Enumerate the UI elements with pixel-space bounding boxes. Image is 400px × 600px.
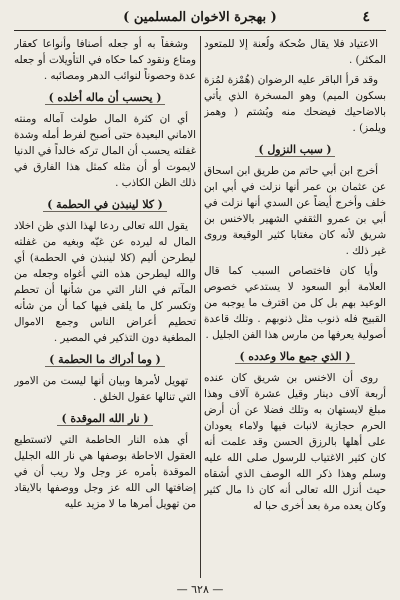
header-title: ( بهجرة الاخوان المسلمين ) (123, 10, 277, 25)
section-heading-text: ( سبب النزول ) (255, 143, 336, 157)
footer-page-number: — ٦٢٨ — (176, 583, 224, 596)
section-heading (14, 411, 196, 427)
section-heading (14, 197, 196, 213)
running-header (14, 6, 386, 31)
paragraph: الاعتياد فلا يقال ضُحكة ولُعنة إلا للمتعود المكثر) . (204, 38, 386, 66)
section-heading-text: ( الذي جمع مالا وعدده ) (235, 350, 354, 364)
paragraph: وأيا كان فاختصاص السبب كما قال العلامة أبو السعود لا يستدعي خصوص الوعيد بهم بل كل من اقترف ما يوجبه من القبيح فله ذنوب مثل ذنوبهم . وتلك قاعدة أصولية يعرفها من مارس هذا الفن الجليل . (204, 265, 386, 341)
section-heading (14, 90, 196, 106)
right-column (204, 36, 386, 578)
paragraph: وقد قرأ الباقر عليه الرضوان (هُمْزة لمُزة بسكون الميم) وهو المسخرة الذي يأتي بالاضاحيك فيضحك منه ويُشتم ( وهمز ويلمز) . (204, 74, 386, 134)
column-divider (200, 36, 201, 578)
paragraph: أي ان كثرة المال طولت آماله ومنته الاماني البعيدة حتى أصبح لفرط أمله وشدة غفلته يحسب أن المال تركه خالداً في الدنيا لايموت أو أن مثله كمثل هذا الفارق في ذلك الظن الكاذب . (14, 113, 196, 189)
paragraph: تهويل لأمرها وبيان أنها ليست من الامور التي تنالها عقول الخلق . (14, 375, 196, 403)
section-heading-text: ( يحسب أن ماله أخلده ) (45, 91, 166, 105)
paragraph: وشغفاً به أو جعله أصنافا وأنواعا كعقار ومتاع ونقود كما حكاه في التأويلات أو جعله عدة وحصوناً لنوائب الدهر ومصائبه . (14, 38, 196, 82)
section-heading (204, 349, 386, 365)
paragraph: أخرج ابن أبي حاتم من طريق ابن اسحاق عن عثمان بن عمر أنها نزلت في أبي ابن خلف وأخرج أيضاً عن السدي أنها نزلت في أبي بن عمرو الثقفي الشهير بالاخنس بن شريق لأنه كان مغتابا كثير الوقيعة وروى غير ذلك . (204, 165, 386, 257)
section-heading (204, 142, 386, 158)
paragraph: أي هذه النار الحاطمة التي لاتستطيع العقول الاحاطة بوصفها هي نار الله الجليل الموقدة بأمره عز وجل ولا ريب أن في إضافتها الى الله عز وجل ووصفها بالايقاد من تهويل أمرها ما لا مزيد عليه (14, 434, 196, 510)
section-heading-text: ( وما أدراك ما الحطمة ) (45, 353, 164, 367)
paragraph: يقول الله تعالى ردعا لهذا الذي ظن اخلاد المال له ليرده عن غيّه وبغيه من غفلته ليطرحن أليم (كلا لينبذن في الحطمة) أي والله ليطرحن هذه التي أغواه وجعله من المآتم في النار التي من شأنها أن تحطم وتكسر كل ما يلقى فيها كما أن من شأنه تحطيم أعراض الناس وجمع الاموال المطغية دون التذكير في المصير . (14, 220, 196, 344)
section-heading (14, 352, 196, 368)
header-page-number: ٤ (362, 9, 370, 25)
section-heading-text: ( كلا لينبذن في الحطمة ) (43, 198, 167, 212)
left-column (14, 36, 196, 578)
paragraph: روى أن الاخنس بن شريق كان عنده أربعة آلاف دينار وقيل عشرة آلاف وهذا مبلغ لايستهان به وتلك فضلا عن أن أرض الحرم حجازية لانبات فيها ولاماء يعودان على أهلها بالرزق الحسن وقد علمت أنه كان كثير الاغتياب للرسول صلى الله عليه وسلم وهذا ذكر الله الوصف الذي أشقاه حيث أنزل الله تعالى أنه كان ذا مال كثير وكان يعده مرة بعد أخرى حبا له (204, 372, 386, 512)
section-heading-text: ( نار الله الموقدة ) (57, 412, 152, 426)
